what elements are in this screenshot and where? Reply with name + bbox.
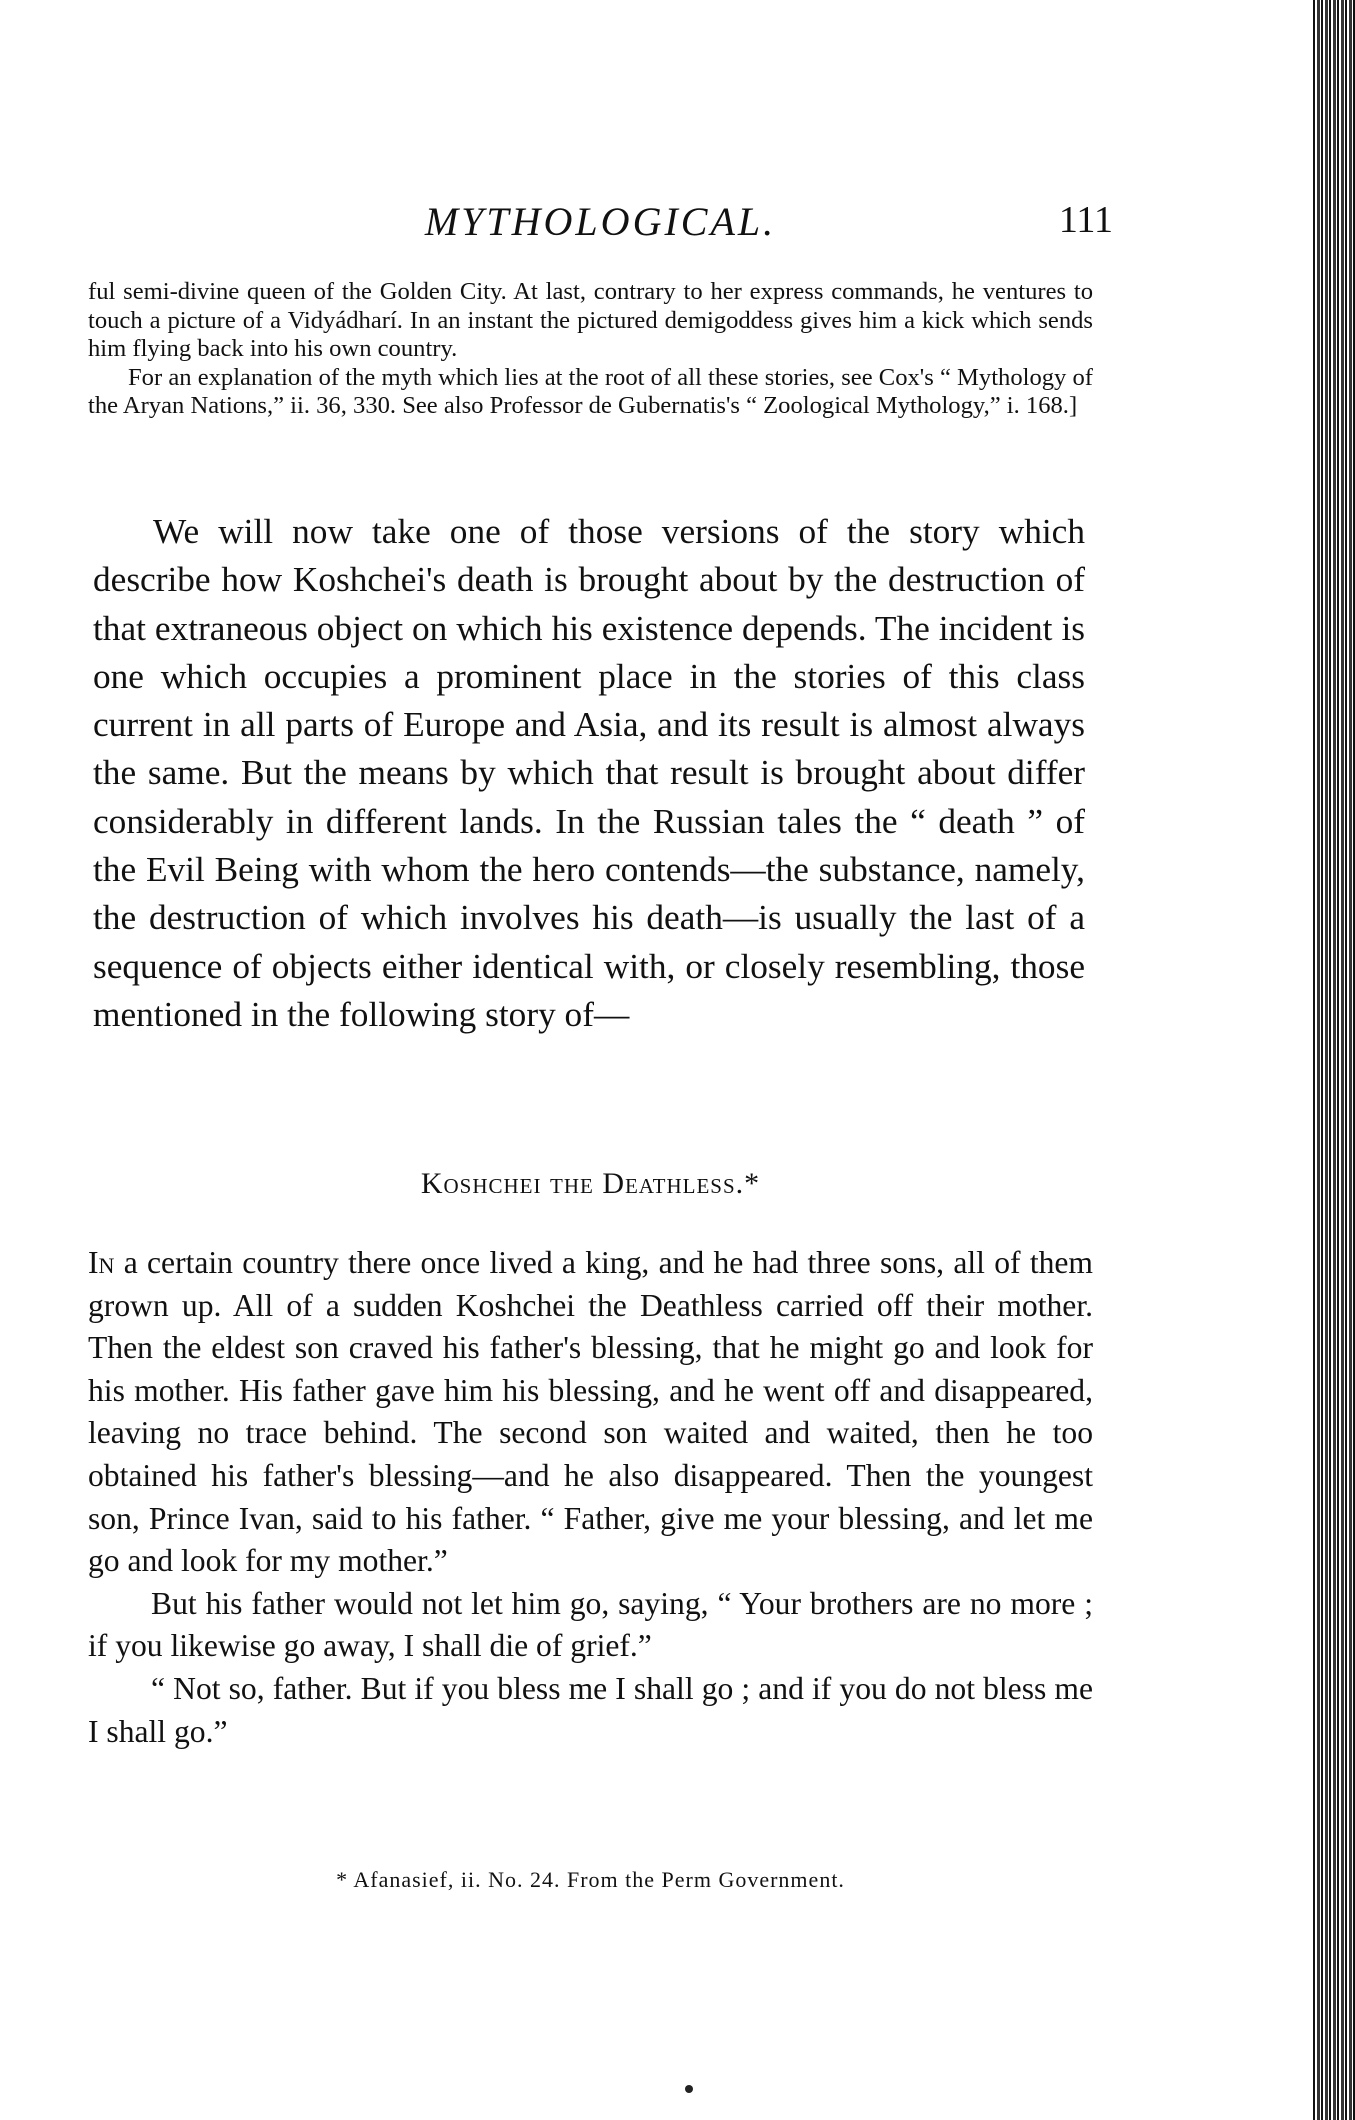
- page-number: 111: [1058, 199, 1113, 241]
- continued-note: [88, 278, 1093, 421]
- note-paragraph-2: For an explanation of the myth which lies at the root of all these stories, see Cox's “ Mythology of the Aryan Nations,” ii. 36, 330. See also Professor de Gubernatis's “ Zoological Mythology,” i. 168.]: [88, 363, 1093, 419]
- story-paragraph-1-text: a certain country there once lived a king, and he had three sons, all of them grown up. All of a sudden Koshchei the Deathless carried off their mother. Then the eldest son craved his father's blessing, that he might go and look for his mother. His father gave him his blessing, and he went off and disappeared, leaving no trace behind. The second son waited and waited, then he too obtained his father's blessing—and he also disappeared. Then the youngest son, Prince Ivan, said to his father. “ Father, give me your blessing, and let me go and look for my mother.”: [88, 1245, 1093, 1579]
- page-header: [88, 198, 1113, 248]
- story-title: Koshchei the Deathless.*: [420, 1167, 761, 1200]
- printer-mark: [685, 2085, 693, 2093]
- note-paragraph-1: ful semi-divine queen of the Golden City. At last, contrary to her express commands, he ventures to touch a picture of a Vidyádharí. In an instant the pictured demigoddess gives him a kick which sends him flying back into his own country.: [88, 278, 1093, 362]
- running-title: MYTHOLOGICAL.: [424, 199, 777, 244]
- book-binding-edge: [1313, 0, 1355, 2120]
- footnote: * Afanasief, ii. No. 24. From the Perm Government.: [336, 1867, 845, 1892]
- story-text: [88, 1242, 1093, 1753]
- main-paragraph: We will now take one of those versions of the story which describe how Koshchei's death is brought about by the destruction of that extraneous object on which his existence depends. The incident is one which occupies a prominent place in the stories of this class current in all parts of Europe and Asia, and its result is almost always the same. But the means by which that result is brought about differ considerably in different lands. In the Russian tales the “ death ” of the Evil Being with whom the hero contends—the substance, namely, the destruction of which involves his death—is usually the last of a sequence of objects either identical with, or closely resembling, those mentioned in the following story of—: [93, 512, 1085, 1034]
- story-opening-word: In: [88, 1245, 115, 1280]
- main-text: [93, 508, 1085, 1039]
- story-paragraph-3: “ Not so, father. But if you bless me I shall go ; and if you do not bless me I shall go.”: [88, 1670, 1093, 1749]
- story-paragraph-2: But his father would not let him go, saying, “ Your brothers are no more ; if you likewise go away, I shall die of grief.”: [88, 1585, 1093, 1664]
- story-paragraph-1: [88, 1242, 1093, 1583]
